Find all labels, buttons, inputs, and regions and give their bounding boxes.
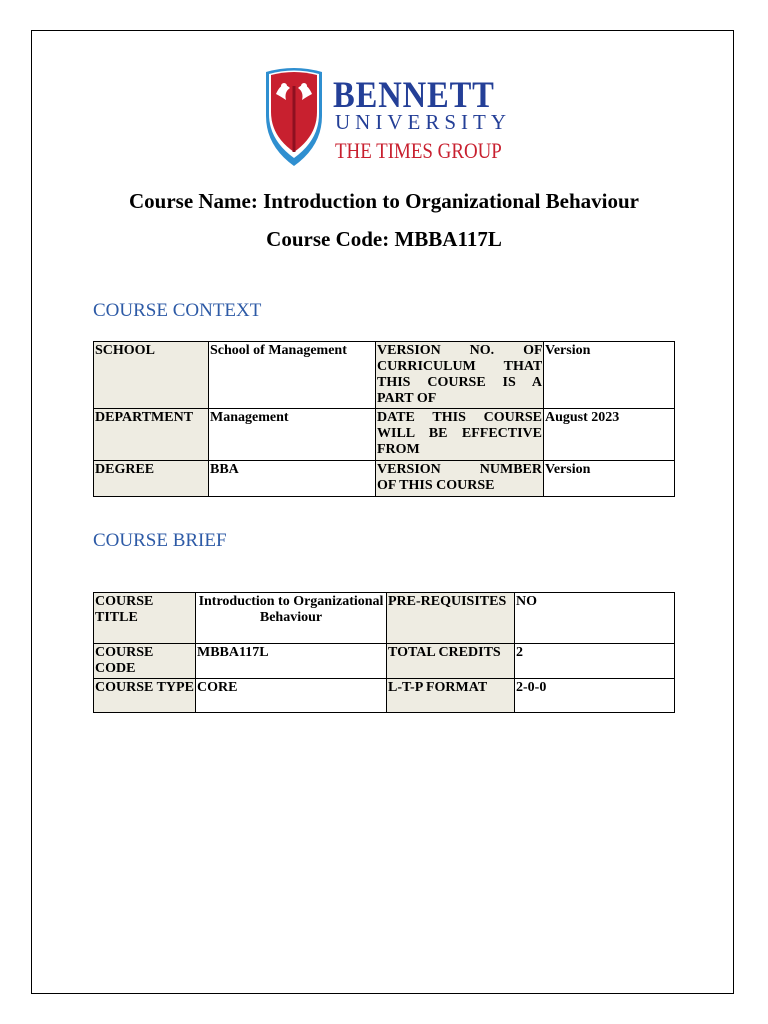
table-row: [94, 593, 675, 644]
course-context-table: [93, 341, 675, 497]
brief-label-prerequisites: PRE-REQUISITES: [387, 593, 515, 644]
course-name-title: Course Name: Introduction to Organizational Behaviour: [128, 189, 640, 213]
brief-value-ltp-format: 2-0-0: [515, 679, 675, 713]
brief-value-course-type: CORE: [196, 679, 387, 713]
context-label-version-number: VERSION NUMBER OF THIS COURSE: [376, 461, 544, 497]
brief-value-course-title: Introduction to Organizational Behaviour: [196, 593, 387, 644]
context-value-degree: BBA: [209, 461, 376, 497]
table-row: [94, 342, 675, 409]
table-row: [94, 461, 675, 497]
table-row: [94, 644, 675, 679]
context-label-degree: DEGREE: [94, 461, 209, 497]
brief-label-course-title: COURSE TITLE: [94, 593, 196, 644]
context-value-version-number: Version: [544, 461, 675, 497]
context-label-effective-date: DATE THIS COURSE WILL BE EFFECTIVE FROM: [376, 409, 544, 461]
logo-group: THE TIMES GROUP: [335, 138, 502, 163]
course-brief-table: [93, 592, 675, 713]
brief-label-total-credits: TOTAL CREDITS: [387, 644, 515, 679]
logo-subtitle: UNIVERSITY: [335, 110, 511, 134]
brief-label-ltp-format: L-T-P FORMAT: [387, 679, 515, 713]
brief-label-course-code: COURSE CODE: [94, 644, 196, 679]
context-label-department: DEPARTMENT: [94, 409, 209, 461]
page-border: [31, 30, 734, 994]
bennett-university-logo: [262, 66, 511, 174]
context-label-version-curriculum: VERSION NO. OF CURRICULUM THAT THIS COURSE IS A PART OF: [376, 342, 544, 409]
brief-value-total-credits: 2: [515, 644, 675, 679]
context-label-school: SCHOOL: [94, 342, 209, 409]
context-value-school: School of Management: [209, 342, 376, 409]
table-row: [94, 409, 675, 461]
logo-name: BENNETT: [333, 75, 495, 116]
brief-label-course-type: COURSE TYPE: [94, 679, 196, 713]
context-value-version-curriculum: Version: [544, 342, 675, 409]
context-value-effective-date: August 2023: [544, 409, 675, 461]
context-value-department: Management: [209, 409, 376, 461]
course-brief-heading: COURSE BRIEF: [93, 530, 227, 551]
brief-value-prerequisites: NO: [515, 593, 675, 644]
course-context-heading: COURSE CONTEXT: [93, 300, 262, 321]
table-row: [94, 679, 675, 713]
brief-value-course-code: MBBA117L: [196, 644, 387, 679]
course-code-title: Course Code: MBBA117L: [266, 227, 502, 251]
shield-emblem-icon: [262, 66, 326, 170]
